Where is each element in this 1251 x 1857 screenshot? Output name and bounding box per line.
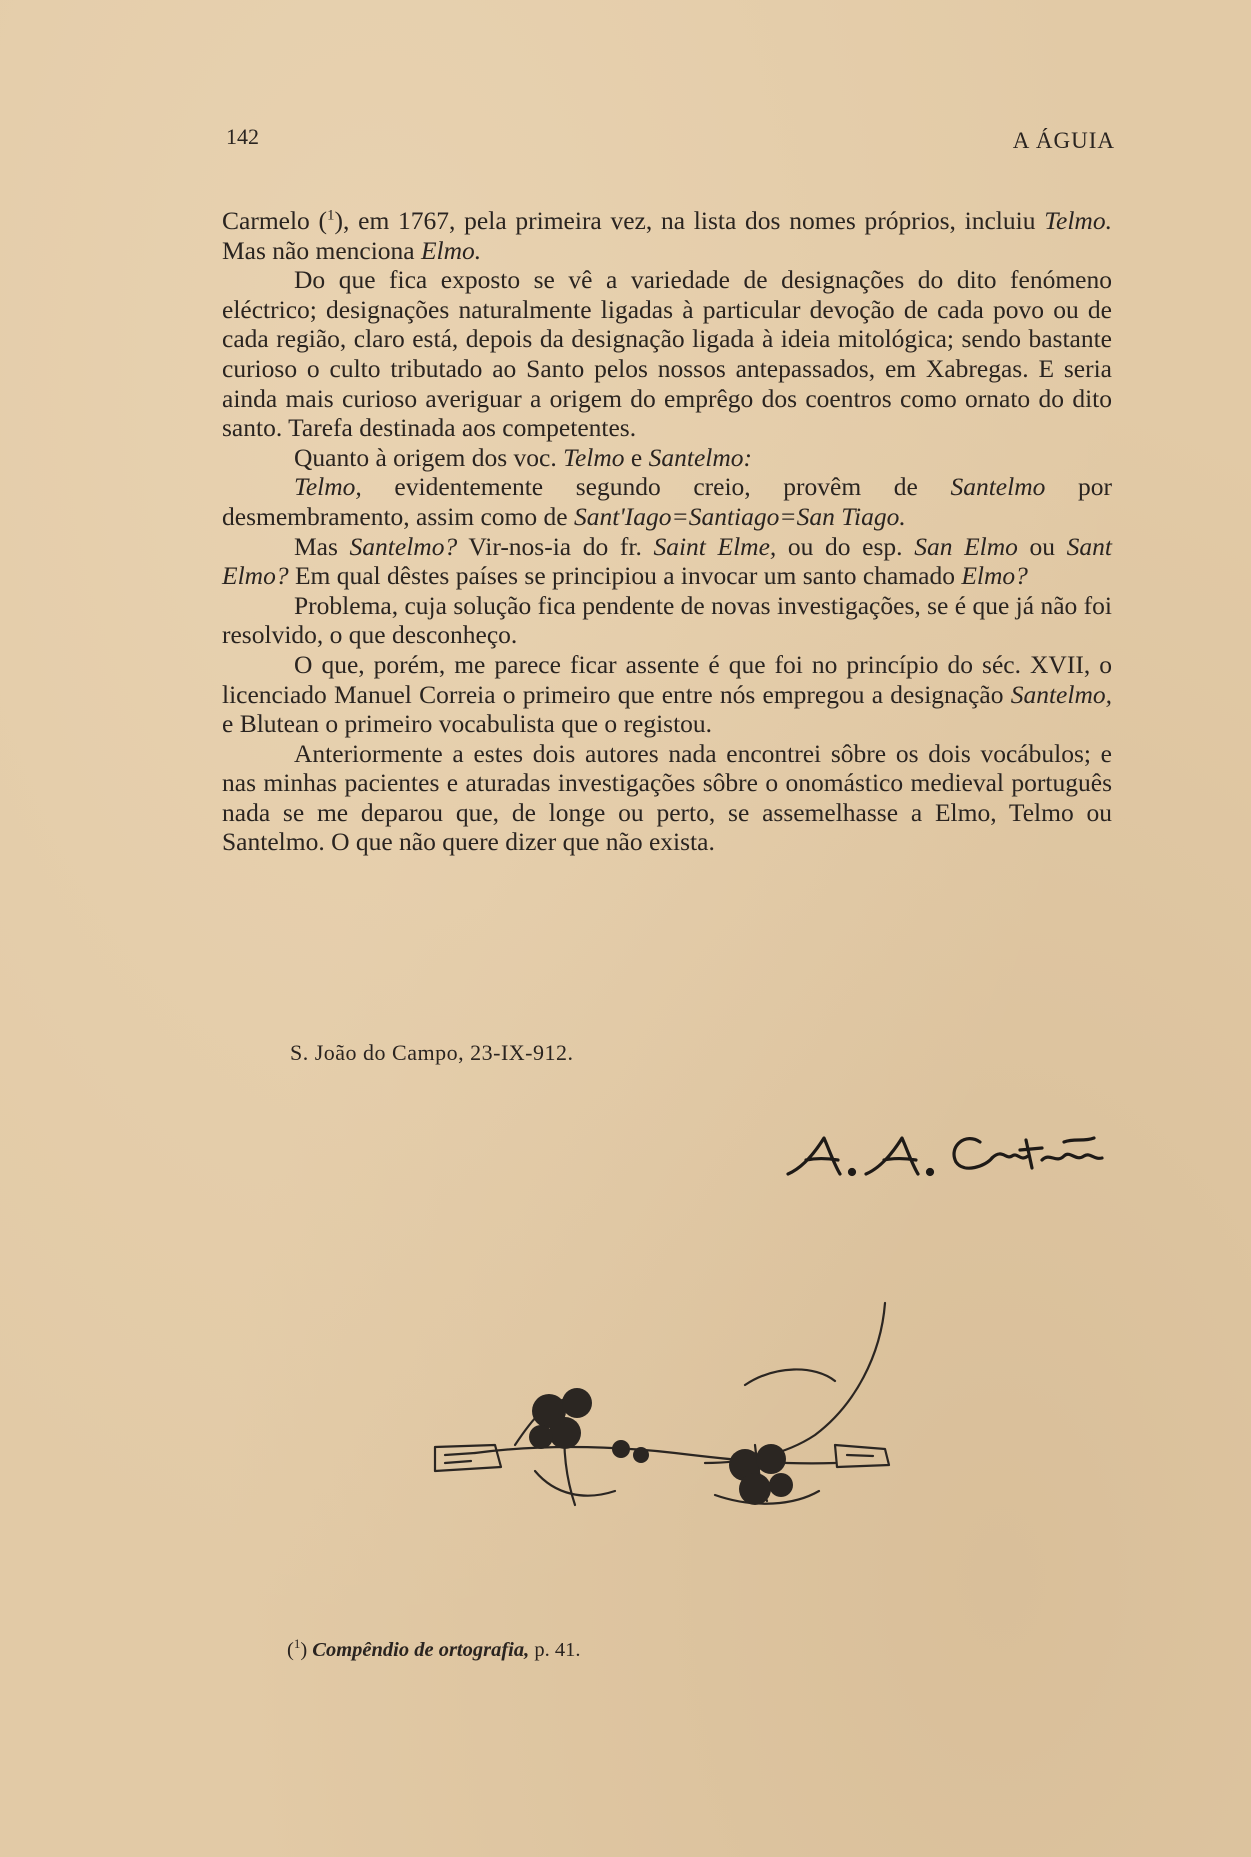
author-signature	[780, 1108, 1110, 1188]
page-header	[226, 124, 1115, 164]
footnote: ($^1$) Compêndio de ortografia, p. 41.	[287, 1636, 581, 1661]
clover-branch-ornament-icon	[415, 1295, 915, 1535]
page-number: 142	[226, 124, 259, 149]
running-title: A ÁGUIA	[1012, 128, 1115, 153]
footnote-reference: 1	[327, 207, 335, 224]
footnote-marker: 1	[293, 1636, 301, 1651]
paragraph: Quanto à origem dos voc. Telmo e Santelmo:	[294, 442, 753, 472]
footnote-title: Compêndio de ortografia,	[312, 1638, 530, 1661]
article-body	[222, 206, 1112, 857]
paragraph: Do que fica exposto se vê a variedade de designações do dito fenómeno eléctrico; designações naturalmente ligadas à particular devoção de cada povo ou de cada região, claro está, depois da designação ligada à ideia mitológica; sendo bastante curioso o culto tributado ao Santo pelos nossos antepassados, em Xabregas. E seria ainda mais curioso averiguar a origem do emprêgo dos coentros como ornato do dito santo. Tarefa destinada aos competentes.	[222, 265, 1112, 443]
paragraph: Mas Santelmo? Vir-nos-ia do fr. Saint Elme, ou do esp. San Elmo ou Sant Elmo? Em qual dêstes países se principiou a invocar um santo chamado Elmo?	[222, 531, 1113, 591]
place-date: S. João do Campo, 23-IX-912.	[290, 1040, 574, 1065]
footnote-page: p. 41.	[529, 1638, 581, 1661]
paragraph: O que, porém, me parece ficar assente é que foi no princípio do séc. XVII, o licenciado Manuel Correia o primeiro que entre nós empregou a designação Santelmo, e Blutean o primeiro vocabulista que o registou.	[222, 649, 1112, 739]
paragraph: Telmo, evidentemente segundo creio, provêm de Santelmo por desmembramento, assim como de Sant'Iago=Santiago=San Tiago.	[222, 472, 1112, 531]
paragraph: Anteriormente a estes dois autores nada encontrei sôbre os dois vocábulos; e nas minhas pacientes e aturadas investigações sôbre o onomástico medieval português nada se me deparou que, de longe ou perto, se assemelhasse a Elmo, Telmo ou Santelmo. O que não quere dizer que não exista.	[222, 738, 1112, 857]
paragraph: Carmelo ($^1$), em 1767, pela primeira vez, na lista dos nomes próprios, incluiu Telmo. Mas não menciona Elmo.	[222, 206, 1112, 265]
paragraph: Problema, cuja solução fica pendente de novas investigações, se é que já não foi resolvido, o que desconheço.	[222, 590, 1112, 650]
